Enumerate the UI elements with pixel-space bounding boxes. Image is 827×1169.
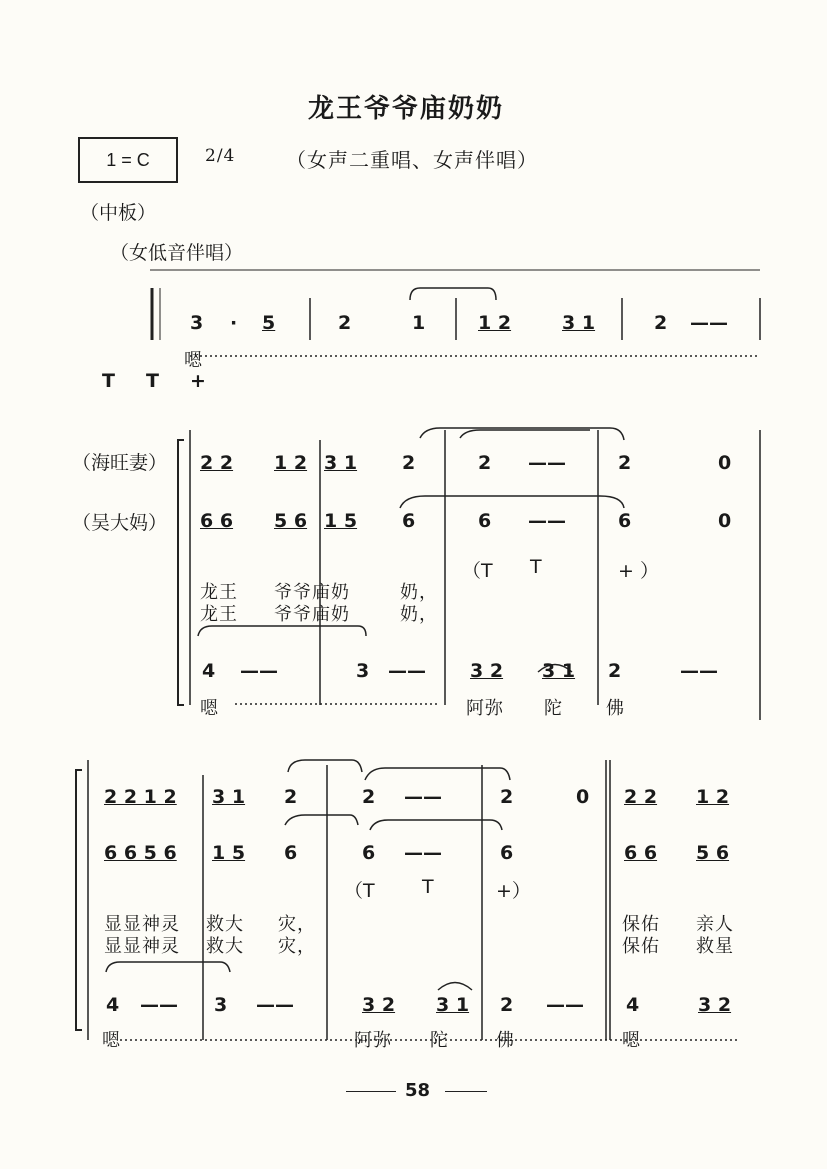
note: 2 (338, 312, 352, 334)
percussion-mark: T (530, 556, 542, 578)
note: 1 2 (478, 312, 512, 334)
page-number-rule-left (346, 1091, 396, 1092)
note-extension: —— (240, 660, 278, 682)
note: 3 (214, 994, 228, 1016)
note: 1 2 (696, 786, 730, 808)
note: 3 (190, 312, 204, 334)
lyric: 爷爷庙奶 (274, 604, 350, 625)
note-extension: —— (690, 312, 728, 334)
note: 5 6 (274, 510, 308, 532)
lyric: 陀 (544, 698, 563, 719)
note: 2 (284, 786, 298, 808)
note: 2 (362, 786, 376, 808)
lyric: 亲人 (696, 914, 734, 935)
percussion-mark: + (190, 370, 206, 392)
part-label-wudama: （吴大妈） (72, 512, 168, 534)
note-extension: —— (546, 994, 584, 1016)
intro-part-label: （女低音伴唱） (110, 242, 244, 264)
note: 0 (576, 786, 590, 808)
note: 3 2 (470, 660, 504, 682)
lyric: 灾， (278, 914, 316, 935)
lyric: 保佑 (622, 936, 660, 957)
note: 6 (500, 842, 514, 864)
lyric: 救大 (206, 936, 244, 957)
note: 6 (402, 510, 416, 532)
note: 3 (356, 660, 370, 682)
note: 1 (412, 312, 426, 334)
lyric: 奶， (400, 582, 438, 603)
note: 5 (262, 312, 276, 334)
percussion-mark: T (146, 370, 159, 392)
lyric: 陀 (430, 1030, 449, 1051)
note: 2 (618, 452, 632, 474)
note: 3 1 (436, 994, 470, 1016)
lyric: 嗯 (184, 350, 203, 371)
note: 3 1 (542, 660, 576, 682)
note: 6 (618, 510, 632, 532)
note: 6 6 (200, 510, 234, 532)
note: 2 (654, 312, 668, 334)
percussion-mark: （T (462, 560, 493, 582)
percussion-mark: T (422, 876, 434, 898)
page-number-rule-right (445, 1091, 487, 1092)
lyric: 阿弥 (354, 1030, 392, 1051)
part-label-haiwangqi: （海旺妻） (72, 452, 168, 474)
note: 1 5 (212, 842, 246, 864)
percussion-mark: （T (344, 880, 375, 902)
note: 0 (718, 510, 732, 532)
note: 0 (718, 452, 732, 474)
lyric: 救星 (696, 936, 734, 957)
lyric: 佛 (606, 698, 625, 719)
note: 6 (478, 510, 492, 532)
lyric: 保佑 (622, 914, 660, 935)
note: 4 (626, 994, 640, 1016)
page-number: 58 (405, 1080, 431, 1101)
lyric: 显显神灵 (104, 914, 180, 935)
tempo-marking: （中板） (80, 202, 157, 224)
note: 6 6 (624, 842, 658, 864)
lyric: 龙王 (200, 582, 238, 603)
percussion-mark: + ） (618, 560, 659, 582)
note-extension: —— (256, 994, 294, 1016)
lyric: 阿弥 (466, 698, 504, 719)
note: 4 (202, 660, 216, 682)
note: 2 (402, 452, 416, 474)
time-signature: 2/4 (205, 146, 236, 166)
lyric: 嗯 (622, 1030, 641, 1051)
note: 2 (608, 660, 622, 682)
note: 2 2 (200, 452, 234, 474)
note-extension: —— (680, 660, 718, 682)
lyric: 嗯 (102, 1030, 121, 1051)
lyric: 奶， (400, 604, 438, 625)
note: 2 (478, 452, 492, 474)
note: 3 2 (698, 994, 732, 1016)
song-subtitle: （女声二重唱、女声伴唱） (286, 148, 538, 172)
lyric: 显显神灵 (104, 936, 180, 957)
note: 5 6 (696, 842, 730, 864)
note: 3 2 (362, 994, 396, 1016)
lyric: 龙王 (200, 604, 238, 625)
note: 1 5 (324, 510, 358, 532)
note-extension: —— (388, 660, 426, 682)
note: 6 (362, 842, 376, 864)
song-title: 龙王爷爷庙奶奶 (308, 94, 505, 124)
note: 6 6 5 6 (104, 842, 177, 864)
note: 2 2 (624, 786, 658, 808)
note: 2 (500, 786, 514, 808)
note: 2 2 1 2 (104, 786, 177, 808)
note: 4 (106, 994, 120, 1016)
percussion-mark: T (102, 370, 115, 392)
note: 3 1 (212, 786, 246, 808)
note-extension: —— (140, 994, 178, 1016)
note: 6 (284, 842, 298, 864)
percussion-mark: +） (496, 880, 531, 902)
note-extension: —— (528, 510, 566, 532)
note: 3 1 (562, 312, 596, 334)
note: 2 (500, 994, 514, 1016)
lyric: 灾， (278, 936, 316, 957)
lyric: 佛 (496, 1030, 515, 1051)
lyric: 救大 (206, 914, 244, 935)
lyric: 嗯 (200, 698, 219, 719)
note-dot: · (230, 312, 238, 334)
note: 3 1 (324, 452, 358, 474)
note-extension: —— (528, 452, 566, 474)
key-signature-box: 1 = C (78, 137, 178, 183)
note-extension: —— (404, 786, 442, 808)
lyric: 爷爷庙奶 (274, 582, 350, 603)
note-extension: —— (404, 842, 442, 864)
note: 1 2 (274, 452, 308, 474)
